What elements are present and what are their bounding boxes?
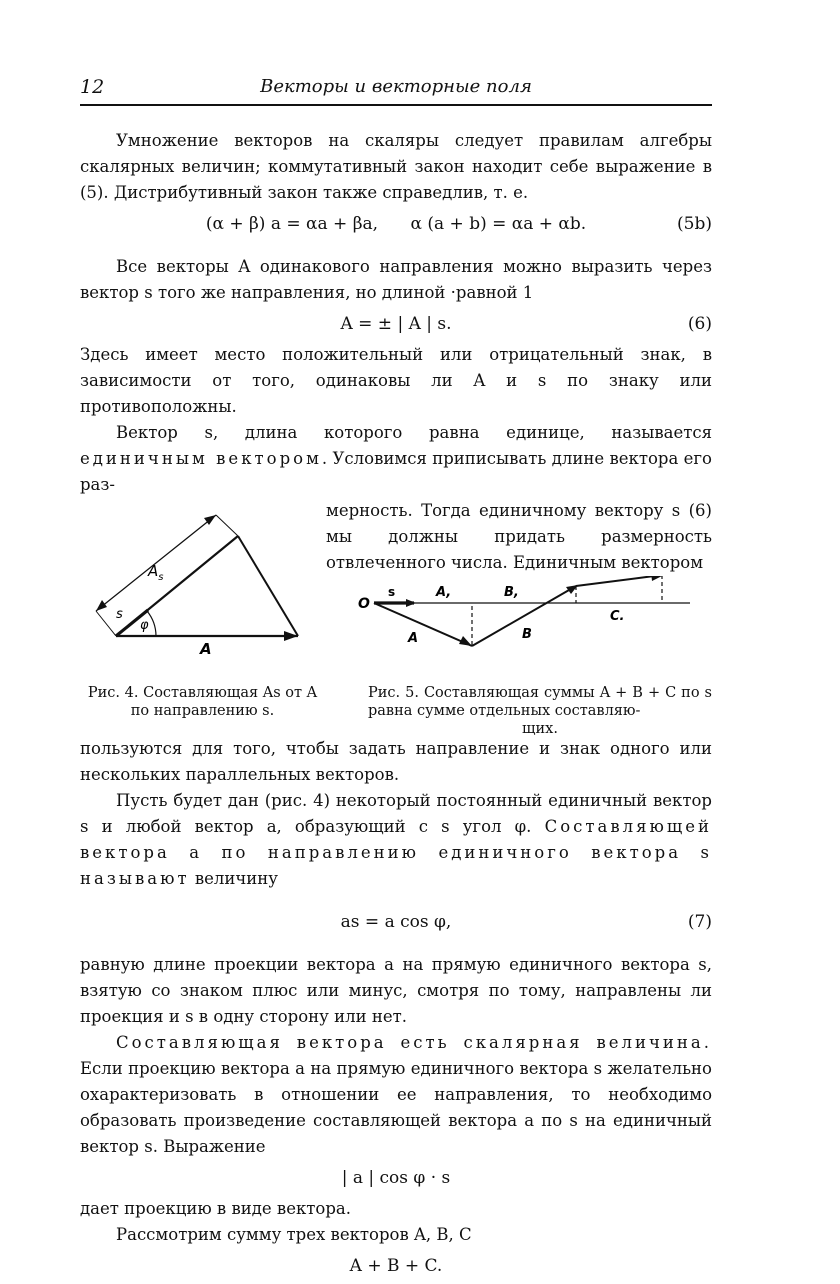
running-header: [80, 70, 712, 106]
fig4-label-s: s: [116, 607, 123, 622]
paragraph-6-text-a: Пусть будет дан (рис. 4) некоторый постоянный единичный вектор s и любой вектор a, образующий с s угол φ.: [80, 791, 712, 836]
fig4-dimension-arrow-bottom: [96, 600, 107, 611]
equation-7: [80, 904, 712, 940]
paragraph-4-text-b: . Условимся приписывать длине вектора его раз-: [80, 449, 712, 494]
fig5-label-As: A,: [436, 585, 452, 600]
term-component-definition: Составляющей вектора a по направлению единичного вектора s называют: [80, 817, 712, 888]
equation-5b-expression: (α + β) a = αa + βa, α (a + b) = αa + αb.: [205, 214, 587, 234]
equation-8-expression: | a | cos φ · s: [341, 1168, 451, 1188]
fig5-label-B: B: [522, 627, 532, 642]
fig4-label-As: $A_s$: [148, 562, 164, 583]
equation-6-expression: A = ± | A | s.: [340, 314, 452, 334]
equation-6: [80, 306, 712, 342]
fig5-label-Cs: C.: [610, 609, 625, 624]
fig5-vector-A: [374, 603, 472, 646]
equation-5b-number: (5b): [677, 214, 712, 234]
running-title: Векторы и векторные поля: [260, 76, 532, 97]
equation-9: [80, 1248, 712, 1284]
equation-7-number: (7): [687, 912, 712, 932]
fig4-extension-left: [96, 611, 116, 636]
paragraph-4-continued: мерность. Тогда единичному вектору s (6) мы должны придать размерность отвлеченного числа. Единичным вектором: [326, 501, 712, 572]
paragraph-10: Рассмотрим сумму трех векторов A, B, C: [116, 1225, 472, 1244]
paragraph-3: Здесь имеет место положительный или отрицательный знак, в зависимости от того, одинаковы ли A и s по знаку или противоположны.: [80, 345, 712, 416]
paragraph-8-text-b: Если проекцию вектора a на прямую единичного вектора s желательно охарактеризовать в отношении ее направления, то необходимо образовать произведение составляющей вектора a по s на единичный вектор s. Выражение: [80, 1059, 712, 1156]
figures-block: [80, 498, 712, 736]
fig5-label-Bs: B,: [504, 585, 519, 600]
fig5-label-O: O: [358, 596, 370, 612]
equation-5b: [80, 206, 712, 242]
fig4-label-A: A: [200, 640, 212, 658]
paragraph-8: [80, 1030, 712, 1160]
term-unit-vector: единичным вектором: [80, 449, 322, 468]
paragraph-5: пользуются для того, чтобы задать направление и знак одного или нескольких параллельных векторов.: [80, 739, 712, 784]
paragraph-2: Все векторы A одинакового направления можно выразить через вектор s того же направления, но длиной ·равной 1: [80, 257, 712, 302]
fig5-label-A: A: [408, 631, 419, 646]
equation-7-expression: as = a cos φ,: [340, 912, 452, 932]
paragraph-7: равную длине проекции вектора a на прямую единичного вектора s, взятую со знаком плюс или минус, смотря по тому, направлены ли проекция и s в одну сторону или нет.: [80, 955, 712, 1026]
equation-9-expression: A + B + C.: [349, 1256, 443, 1276]
paragraph-4-text-a: Вектор s, длина которого равна единице, называется: [116, 423, 712, 442]
fig4-projection-line: [238, 536, 298, 636]
paragraph-6-text-b: величину: [189, 869, 278, 888]
paragraph-4: [80, 420, 712, 498]
page: [80, 70, 712, 1284]
fig4-label-phi: φ: [140, 618, 149, 633]
fig5-label-s: s: [388, 585, 396, 599]
figure-5-caption-line-1: Рис. 5. Составляющая суммы A + B + C по s равна сумме отдельных составляю-: [368, 685, 712, 719]
term-component-scalar: Составляющая вектора есть скалярная величина.: [116, 1033, 712, 1052]
fig5-vector-C: [576, 576, 662, 586]
figure-5-caption: [368, 684, 712, 738]
fig5-s-arrowhead: [406, 599, 416, 607]
equation-6-number: (6): [687, 314, 712, 334]
fig5-vector-A-arrowhead: [459, 636, 472, 646]
figure-4-caption: Рис. 4. Составляющая As от A по направлению s.: [87, 685, 318, 719]
page-number: 12: [80, 76, 105, 98]
paragraph-6: [80, 788, 712, 892]
fig4-extension-right: [216, 515, 238, 536]
right-column-text: [326, 498, 712, 576]
figure-5: [352, 576, 712, 696]
figure-5-caption-line-2: щих.: [522, 721, 558, 737]
paragraph-9: дает проекцию в виде вектора.: [80, 1199, 351, 1218]
paragraph-1: Умножение векторов на скаляры следует правилам алгебры скалярных величин; коммутативный закон находит себе выражение в (5). Дистрибутивный закон также справедлив, т. е.: [80, 131, 712, 202]
